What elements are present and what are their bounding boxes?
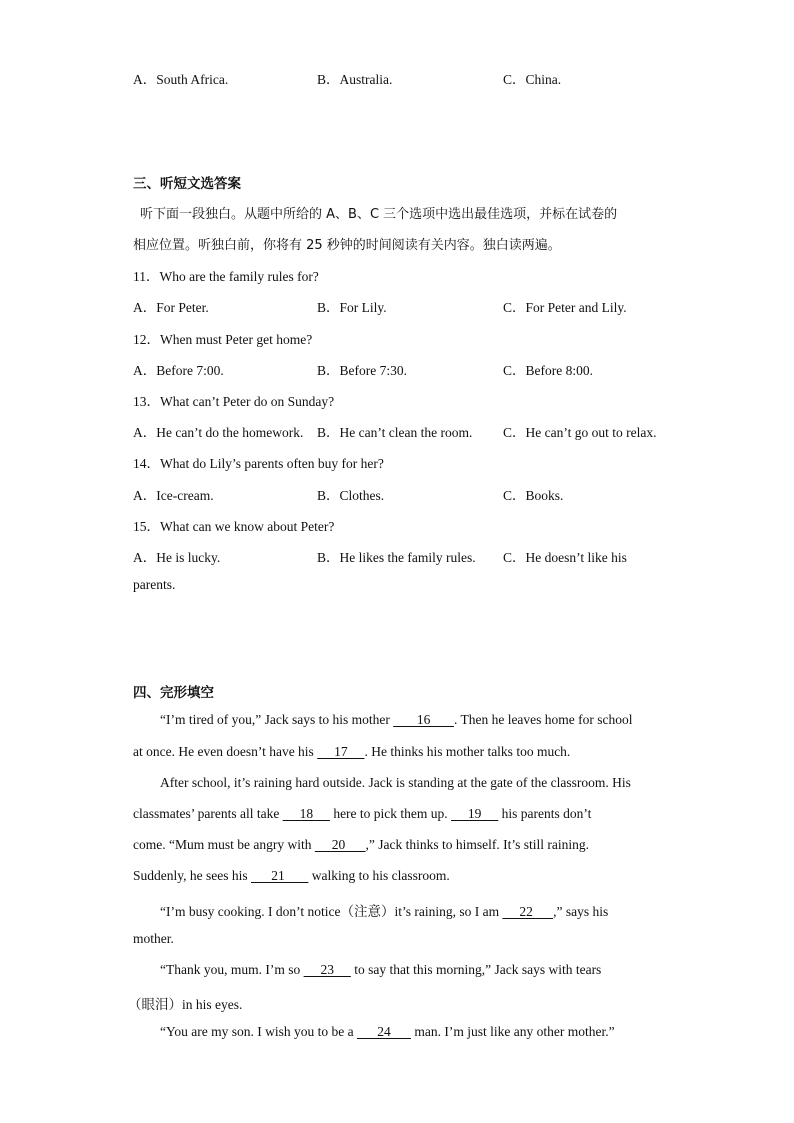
- option-a[interactable]: A．Ice-cream.: [133, 488, 214, 503]
- blank-22[interactable]: 22: [502, 904, 554, 919]
- passage-text: his parents don’t: [498, 806, 592, 821]
- passage-text: classmates’ parents all take: [133, 806, 283, 821]
- option-a[interactable]: A．Before 7:00.: [133, 363, 224, 378]
- passage-text: ,” says his: [553, 904, 609, 919]
- passage-line: [133, 868, 450, 884]
- passage-line: mother.: [133, 931, 174, 946]
- option-a[interactable]: A．For Peter.: [133, 300, 209, 315]
- question-13: 13．What can’t Peter do on Sunday?: [133, 394, 335, 409]
- section3-title: 三、听短文选答案: [133, 176, 241, 192]
- passage-text: ,” Jack thinks to himself. It’s still raining.: [365, 837, 589, 852]
- section3-instruction-line2: 相应位置。听独白前，你将有 25 秒钟的时间阅读有关内容。独白读两遍。: [133, 238, 561, 253]
- option-b[interactable]: B．Clothes.: [317, 488, 385, 503]
- passage-line: [133, 744, 570, 760]
- option-c[interactable]: C．He can’t go out to relax.: [503, 425, 657, 440]
- option-c[interactable]: C．For Peter and Lily.: [503, 300, 627, 315]
- passage-line: （眼泪）in his eyes.: [128, 997, 243, 1012]
- passage-text: . He thinks his mother talks too much.: [364, 744, 571, 759]
- blank-20[interactable]: 20: [314, 837, 366, 852]
- passage-line: [160, 1024, 615, 1040]
- option-c[interactable]: C．China.: [503, 72, 562, 87]
- q10-options: [133, 68, 673, 88]
- blank-21[interactable]: 21: [251, 868, 309, 883]
- option-a[interactable]: A．South Africa.: [133, 72, 229, 87]
- blank-17[interactable]: 17: [317, 744, 365, 759]
- blank-16[interactable]: 16: [393, 712, 454, 727]
- option-b[interactable]: B．Before 7:30.: [317, 363, 407, 378]
- passage-text: Suddenly, he sees his: [133, 868, 251, 883]
- passage-text: “I’m tired of you,” Jack says to his mother: [160, 712, 394, 727]
- blank-18[interactable]: 18: [282, 806, 330, 821]
- option-c[interactable]: C．Books.: [503, 488, 564, 503]
- passage-text: here to pick them up.: [329, 806, 452, 821]
- question-11: 11．Who are the family rules for?: [133, 269, 319, 284]
- option-b[interactable]: B．Australia.: [317, 72, 393, 87]
- question-13-options: [133, 421, 673, 441]
- passage-text: man. I’m just like any other mother.”: [410, 1024, 615, 1039]
- passage-line: [160, 712, 633, 728]
- option-b[interactable]: B．For Lily.: [317, 300, 387, 315]
- blank-24[interactable]: 24: [356, 1024, 411, 1039]
- passage-line: [160, 900, 608, 920]
- passage-text: “You are my son. I wish you to be a: [160, 1024, 357, 1039]
- passage-line: [133, 837, 589, 853]
- passage-text: to say that this morning,” Jack says with tears: [350, 962, 602, 977]
- option-b[interactable]: B．He can’t clean the room.: [317, 425, 473, 440]
- question-12-options: [133, 359, 673, 379]
- option-c[interactable]: C．He doesn’t like his: [503, 550, 627, 565]
- option-a[interactable]: A．He can’t do the homework.: [133, 425, 304, 440]
- section3-instruction-line1: 听下面一段独白。从题中所给的 A、B、C 三个选项中选出最佳选项，并标在试卷的: [140, 207, 618, 222]
- passage-text: . Then he leaves home for school: [453, 712, 633, 727]
- passage-text: walking to his classroom.: [308, 868, 450, 883]
- option-c-continuation: parents.: [133, 577, 176, 592]
- option-a[interactable]: A．He is lucky.: [133, 550, 221, 565]
- section4-title: 四、完形填空: [133, 685, 214, 701]
- passage-line: After school, it’s raining hard outside. Jack is standing at the gate of the classroom. His: [160, 775, 631, 790]
- question-14-options: [133, 484, 673, 504]
- passage-text: “Thank you, mum. I’m so: [160, 962, 304, 977]
- option-b[interactable]: B．He likes the family rules.: [317, 550, 476, 565]
- blank-23[interactable]: 23: [303, 962, 351, 977]
- passage-line: [133, 806, 591, 822]
- passage-line: [160, 962, 601, 978]
- passage-text: “I’m busy cooking. I don’t notice（注意）it’s raining, so I am: [160, 904, 503, 919]
- question-14: 14．What do Lily’s parents often buy for her?: [133, 456, 384, 471]
- passage-text: at once. He even doesn’t have his: [133, 744, 318, 759]
- question-12: 12．When must Peter get home?: [133, 332, 313, 347]
- option-c[interactable]: C．Before 8:00.: [503, 363, 593, 378]
- question-15-options: [133, 546, 673, 566]
- passage-text: come. “Mum must be angry with: [133, 837, 315, 852]
- question-11-options: [133, 296, 673, 316]
- blank-19[interactable]: 19: [451, 806, 499, 821]
- question-15: 15．What can we know about Peter?: [133, 519, 335, 534]
